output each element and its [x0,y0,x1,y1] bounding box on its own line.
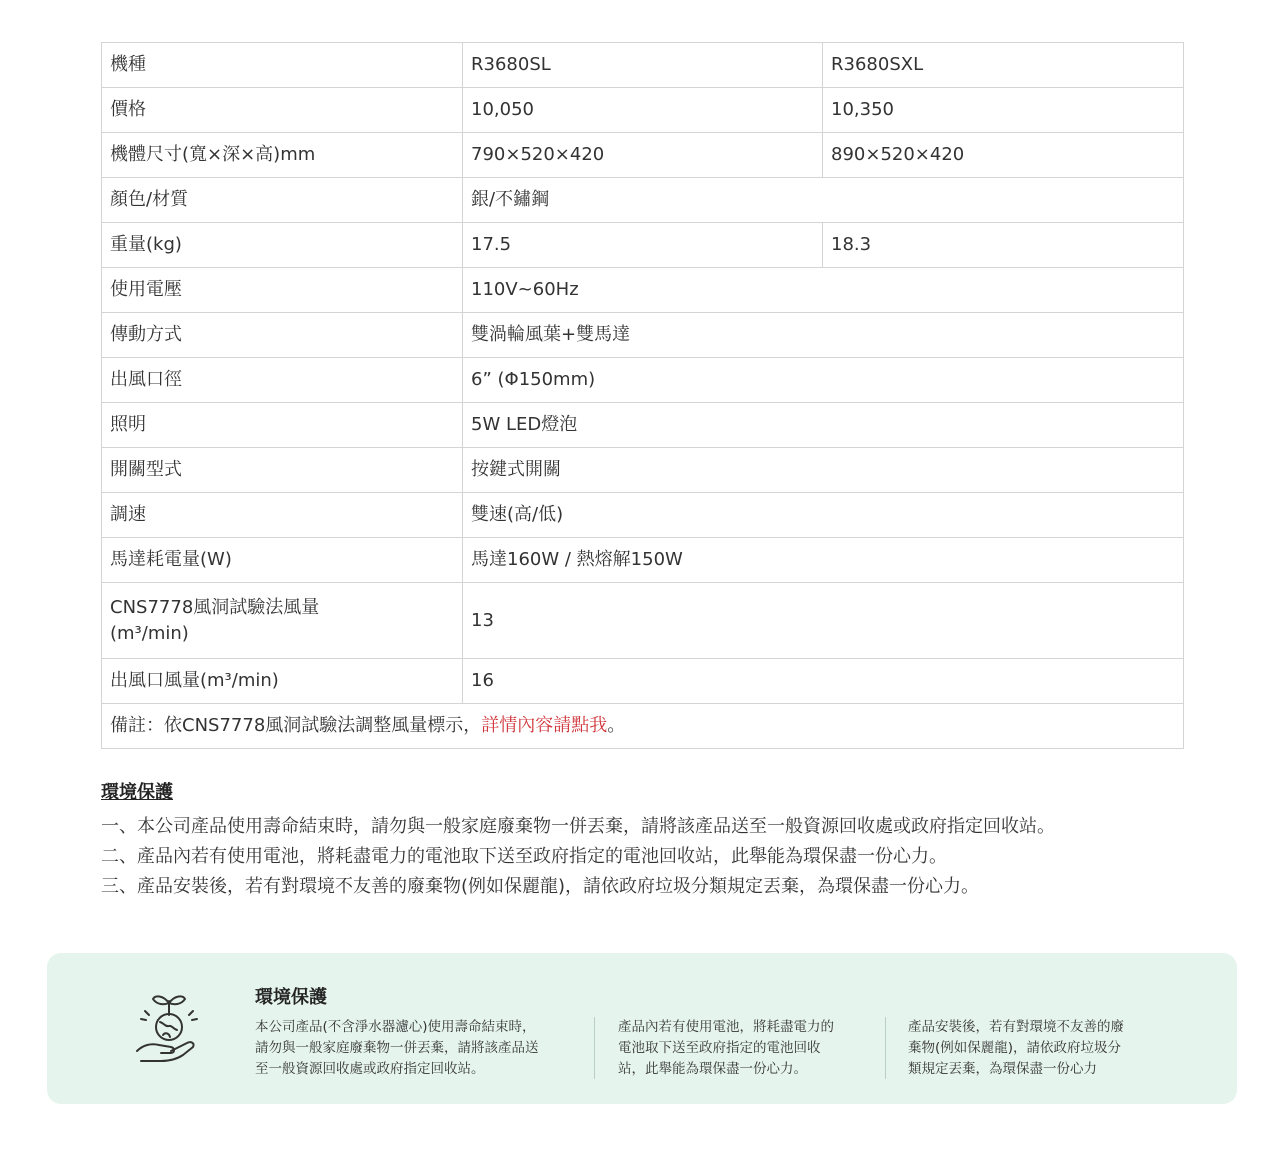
row-label: 重量(kg) [102,223,463,268]
row-value: 790×520×420 [463,133,823,178]
row-value: 按鍵式開關 [463,448,1184,493]
details-link[interactable]: 詳情內容請點我 [481,715,608,736]
note-row [102,704,1184,749]
table-row [102,313,1184,358]
row-label: 馬達耗電量(W) [102,538,463,583]
table-row [102,358,1184,403]
row-label: 出風口徑 [102,358,463,403]
table-row [102,223,1184,268]
row-value: 馬達160W / 熱熔解150W [463,538,1184,583]
banner-title: 環境保護 [255,987,327,1008]
banner-text-line: 產品安裝後，若有對環境不友善的廢 [908,1019,1124,1035]
row-value: 13 [463,583,1184,659]
table-row [102,448,1184,493]
banner-text-line: 類規定丟棄，為環保盡一份心力 [908,1061,1097,1077]
banner-text-column [908,1017,1153,1080]
row-label [102,583,463,659]
banner-text-line: 產品內若有使用電池，將耗盡電力的 [618,1019,834,1035]
banner-text-line: 本公司產品(不含淨水器濾心)使用壽命結束時， [255,1019,536,1035]
row-value: R3680SL [463,43,823,88]
row-value: 雙速(高/低) [463,493,1184,538]
row-label: 開關型式 [102,448,463,493]
row-value: 18.3 [823,223,1184,268]
row-label: 出風口風量(m³/min) [102,659,463,704]
environment-banner [47,953,1237,1104]
table-row [102,88,1184,133]
environment-title: 環境保護 [101,782,173,803]
row-value: 10,350 [823,88,1184,133]
row-label: 顏色/材質 [102,178,463,223]
row-value: 雙渦輪風葉+雙馬達 [463,313,1184,358]
spec-table [101,42,1184,749]
row-value: 110V~60Hz [463,268,1184,313]
table-row [102,538,1184,583]
row-label: 調速 [102,493,463,538]
table-row [102,133,1184,178]
table-row [102,659,1184,704]
banner-text-line: 棄物(例如保麗龍)，請依政府垃圾分 [908,1040,1122,1056]
row-value: 6” (Φ150mm) [463,358,1184,403]
row-value: 17.5 [463,223,823,268]
banner-text-line: 電池取下送至政府指定的電池回收 [618,1040,821,1056]
row-label: 照明 [102,403,463,448]
row-value: 10,050 [463,88,823,133]
row-label: 機種 [102,43,463,88]
environment-line: 三、產品安裝後，若有對環境不友善的廢棄物(例如保麗龍)，請依政府垃圾分類規定丟棄，為環保盡一份心力。 [101,876,980,897]
row-value: 5W LED燈泡 [463,403,1184,448]
banner-divider [594,1017,595,1079]
banner-text-column [255,1017,575,1080]
row-label-line: (m³/min) [110,622,189,644]
table-row [102,178,1184,223]
banner-text-line: 至一般資源回收處或政府指定回收站。 [255,1061,485,1077]
row-value: 890×520×420 [823,133,1184,178]
row-label: 傳動方式 [102,313,463,358]
banner-text-line: 站，此舉能為環保盡一份心力。 [618,1061,807,1077]
table-row [102,43,1184,88]
environment-line: 二、產品內若有使用電池，將耗盡電力的電池取下送至政府指定的電池回收站，此舉能為環保盡一份心力。 [101,846,947,867]
banner-text-line: 請勿與一般家庭廢棄物一併丟棄，請將該產品送 [255,1040,539,1056]
row-value: R3680SXL [823,43,1184,88]
note-suffix: 。 [607,715,626,736]
note-cell [102,704,1184,749]
row-label: 價格 [102,88,463,133]
environment-line: 一、本公司產品使用壽命結束時，請勿與一般家庭廢棄物一併丟棄，請將該產品送至一般資源回收處或政府指定回收站。 [101,816,1055,837]
row-label: 使用電壓 [102,268,463,313]
row-value: 銀/不鏽鋼 [463,178,1184,223]
banner-divider [885,1017,886,1079]
table-row [102,583,1184,659]
table-row [102,493,1184,538]
banner-text-column [618,1017,863,1080]
row-value: 16 [463,659,1184,704]
row-label-line: CNS7778風洞試驗法風量 [110,596,320,618]
row-label: 機體尺寸(寬×深×高)mm [102,133,463,178]
table-row [102,403,1184,448]
note-text: 備註：依CNS7778風洞試驗法調整風量標示， [110,715,482,736]
environment-section [101,780,1201,902]
table-row [102,268,1184,313]
hand-holding-earth-sprout-icon [127,985,211,1069]
